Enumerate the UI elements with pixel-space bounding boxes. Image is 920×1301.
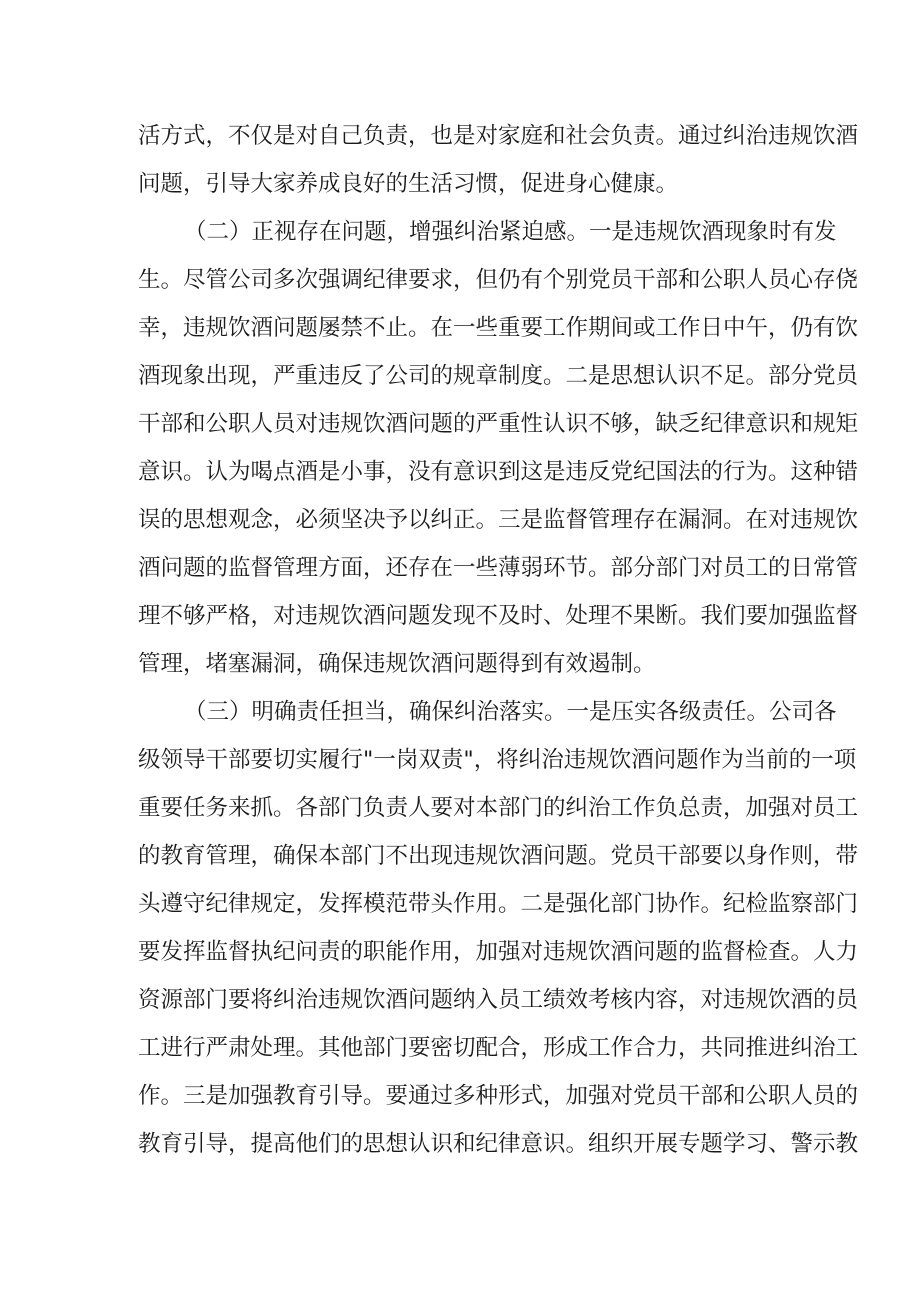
text-line: 酒现象出现，严重违反了公司的规章制度。二是思想认识不足。部分党员 <box>138 363 859 389</box>
text-line: 头遵守纪律规定，发挥模范带头作用。二是强化部门协作。纪检监察部门 <box>138 891 859 917</box>
text-line: 资源部门要将纠治违规饮酒问题纳入员工绩效考核内容，对违规饮酒的员 <box>138 987 859 1013</box>
text-line: 酒问题的监督管理方面，还存在一些薄弱环节。部分部门对员工的日常管 <box>138 555 859 581</box>
section-heading-line: （三）明确责任担当，确保纠治落实。一是压实各级责任。公司各 <box>184 699 837 725</box>
text-line: 问题，引导大家养成良好的生活习惯，促进身心健康。 <box>138 171 679 197</box>
text-line: 生。尽管公司多次强调纪律要求，但仍有个别党员干部和公职人员心存侥 <box>138 267 859 293</box>
text-line: 级领导干部要切实履行"一岗双责"，将纠治违规饮酒问题作为当前的一项 <box>138 747 857 773</box>
text-line: 干部和公职人员对违规饮酒问题的严重性认识不够，缺乏纪律意识和规矩 <box>138 411 859 437</box>
text-line: 教育引导，提高他们的思想认识和纪律意识。组织开展专题学习、警示教 <box>138 1131 859 1157</box>
text-line: 理不够严格，对违规饮酒问题发现不及时、处理不果断。我们要加强监督 <box>138 603 859 629</box>
text-line: 误的思想观念，必须坚决予以纠正。三是监督管理存在漏洞。在对违规饮 <box>138 507 859 533</box>
text-line: 重要任务来抓。各部门负责人要对本部门的纠治工作负总责，加强对员工 <box>138 795 859 821</box>
text-line: 幸，违规饮酒问题屡禁不止。在一些重要工作期间或工作日中午，仍有饮 <box>138 315 859 341</box>
text-line: 要发挥监督执纪问责的职能作用，加强对违规饮酒问题的监督检查。人力 <box>138 939 859 965</box>
text-line: 的教育管理，确保本部门不出现违规饮酒问题。党员干部要以身作则，带 <box>138 843 859 869</box>
text-line: 管理，堵塞漏洞，确保违规饮酒问题得到有效遏制。 <box>138 651 656 677</box>
text-line: 活方式，不仅是对自己负责，也是对家庭和社会负责。通过纠治违规饮酒 <box>138 123 859 149</box>
text-line: 作。三是加强教育引导。要通过多种形式，加强对党员干部和公职人员的 <box>138 1083 859 1109</box>
text-line: 意识。认为喝点酒是小事，没有意识到这是违反党纪国法的行为。这种错 <box>138 459 859 485</box>
text-line: 工进行严肃处理。其他部门要密切配合，形成工作合力，共同推进纠治工 <box>138 1035 859 1061</box>
section-heading-line: （二）正视存在问题，增强纠治紧迫感。一是违规饮酒现象时有发 <box>184 219 837 245</box>
